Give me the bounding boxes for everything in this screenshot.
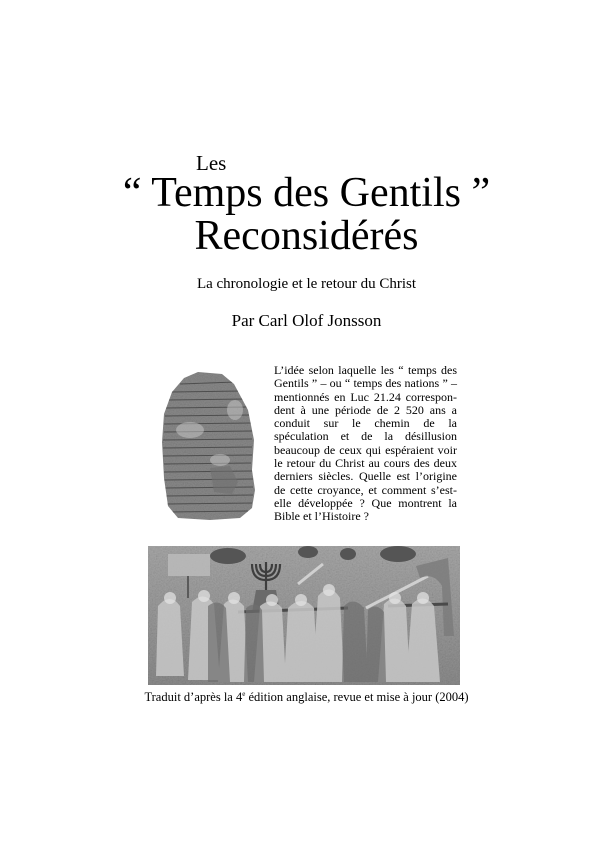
title-line2: Reconsidérés	[194, 213, 419, 259]
caption-superscript: e	[242, 690, 246, 698]
abstract-paragraph: L’idée selon laquelle les “ temps des Gentils ” – ou “ temps des nations ” – mentionnés en Luc 21.24 correspondent à une période de 2 520 ans a conduit sur le chemin de la spéculation et de la désillusion beaucoup de ceux qui espéraient voir le retour du Christ au cours des deux derniers siècles. Quelle est l’origine de cette croyance, et comment s’est-elle développée ? Que montrent la Bible et l’Histoire ?	[274, 363, 457, 524]
title-prefix: Les	[196, 151, 227, 175]
caption-before: Traduit d’après la 4	[144, 690, 243, 704]
arch-of-titus-relief-image	[148, 546, 460, 685]
subtitle: La chronologie et le retour du Christ	[196, 276, 417, 292]
caption-after: édition anglaise, revue et mise à jour (2004)	[245, 690, 469, 704]
translation-caption	[0, 690, 613, 705]
cuneiform-tablet-image	[160, 370, 256, 522]
author-line: Par Carl Olof Jonsson	[231, 311, 382, 330]
title-main: “ Temps des Gentils ”	[122, 170, 491, 216]
